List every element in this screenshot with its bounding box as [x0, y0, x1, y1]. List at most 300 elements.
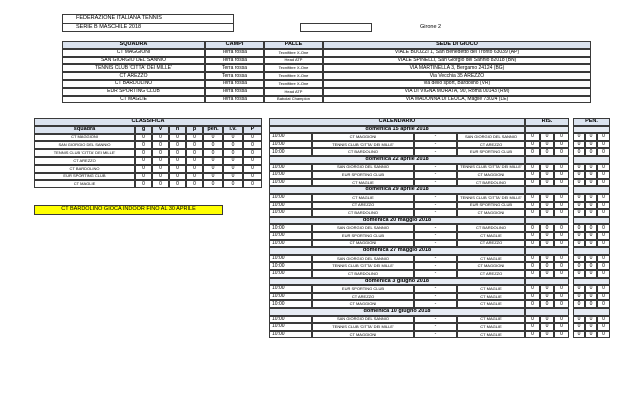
match-away: CT MAGLIE: [457, 255, 525, 263]
match-penalty: 0: [585, 194, 597, 202]
match-time: 10:00: [269, 141, 312, 149]
match-time: 10:00: [269, 323, 312, 331]
match-score: 0: [540, 133, 554, 141]
standings-value: 0: [203, 134, 223, 142]
match-time: 10:00: [269, 270, 312, 278]
match-separator: -: [414, 232, 457, 240]
standings-value: 0: [223, 141, 243, 149]
standings-value: 0: [186, 165, 203, 173]
match-separator: -: [414, 270, 457, 278]
club-balls: Tecnifibre X-One: [264, 64, 323, 72]
standings-value: 0: [203, 141, 223, 149]
match-penalty: 0: [597, 270, 610, 278]
match-penalty: 0: [585, 232, 597, 240]
club-venue: VIALE SPINELLI, San Giorgio del Sannio 82018 (BN): [323, 57, 591, 65]
standings-header: v: [152, 126, 169, 134]
match-score: 0: [540, 179, 554, 187]
standings-header: l.v.: [223, 126, 243, 134]
match-time: 10:00: [269, 133, 312, 141]
standings-team: TENNIS CLUB 'CITTA' DEI MILLE': [34, 149, 135, 157]
standings-value: 0: [223, 149, 243, 157]
club-court: Terra rossa: [205, 96, 264, 104]
match-away: CT AREZZO: [457, 141, 525, 149]
match-home: TENNIS CLUB 'CITTA' DEI MILLE': [312, 262, 414, 270]
match-score: 0: [554, 240, 569, 248]
match-home: TENNIS CLUB 'CITTA' DEI MILLE': [312, 323, 414, 331]
match-penalty: 0: [585, 164, 597, 172]
match-time: 10:00: [269, 262, 312, 270]
series-title: SERIE B MASCHILE 2018: [76, 24, 142, 30]
standings-header: P: [243, 126, 262, 134]
club-court: Terra rossa: [205, 88, 264, 96]
club-venue: VIA MADONNA DI LEUCA, Maglie 73024 (LE): [323, 96, 591, 104]
match-home: SAN GIORGIO DEL SANNIO: [312, 224, 414, 232]
match-separator: -: [414, 323, 457, 331]
match-time: 10:00: [269, 331, 312, 339]
standings-value: 0: [243, 165, 262, 173]
match-penalty: 0: [573, 316, 585, 324]
match-penalty: 0: [585, 300, 597, 308]
match-score: 0: [525, 323, 540, 331]
match-penalty: 0: [597, 232, 610, 240]
match-home: CT MAGGIONI: [312, 300, 414, 308]
match-score: 0: [525, 293, 540, 301]
club-court: Terra rossa: [205, 80, 264, 88]
match-home: TENNIS CLUB 'CITTA' DEI MILLE': [312, 141, 414, 149]
club-name: EUR SPORTING CLUB: [62, 88, 205, 96]
round-spacer: [525, 186, 569, 194]
match-penalty: 0: [585, 224, 597, 232]
match-separator: -: [414, 171, 457, 179]
match-separator: -: [414, 209, 457, 217]
match-score: 0: [525, 240, 540, 248]
standings-team: CT MAGLIE: [34, 180, 135, 188]
indoor-note: CT BARDOLINO GIOCA INDOOR FINO AL 30 APRILE: [34, 205, 223, 215]
round-date: domenica 3 giugno 2018: [269, 278, 525, 286]
match-separator: -: [414, 331, 457, 339]
standings-value: 0: [186, 157, 203, 165]
match-penalty: 0: [597, 224, 610, 232]
standings-value: 0: [152, 141, 169, 149]
match-score: 0: [554, 171, 569, 179]
standings-value: 0: [186, 180, 203, 188]
match-score: 0: [540, 323, 554, 331]
match-home: CT BARDOLINO: [312, 270, 414, 278]
match-home: EUR SPORTING CLUB: [312, 171, 414, 179]
match-score: 0: [554, 255, 569, 263]
match-score: 0: [554, 202, 569, 210]
match-penalty: 0: [573, 209, 585, 217]
match-penalty: 0: [597, 148, 610, 156]
match-time: 10:00: [269, 232, 312, 240]
match-score: 0: [554, 179, 569, 187]
match-away: CT MAGLIE: [457, 300, 525, 308]
match-away: TENNIS CLUB 'CITTA' DEI MILLE': [457, 164, 525, 172]
match-separator: -: [414, 262, 457, 270]
match-penalty: 0: [585, 240, 597, 248]
standings-value: 0: [152, 165, 169, 173]
match-score: 0: [525, 171, 540, 179]
match-score: 0: [554, 224, 569, 232]
header-campi: CAMPI: [205, 41, 264, 49]
standings-value: 0: [223, 180, 243, 188]
club-venue: via dello sport, Bardolino (VR): [323, 80, 591, 88]
match-away: CT MAGLIE: [457, 331, 525, 339]
match-penalty: 0: [585, 255, 597, 263]
match-score: 0: [540, 240, 554, 248]
match-penalty: 0: [573, 285, 585, 293]
penalties-header: PEN.: [573, 118, 610, 126]
standings-value: 0: [135, 165, 152, 173]
standings-value: 0: [186, 141, 203, 149]
calendar-title: CALENDARIO: [269, 118, 525, 126]
match-score: 0: [525, 232, 540, 240]
match-penalty: 0: [585, 285, 597, 293]
match-penalty: 0: [573, 224, 585, 232]
match-score: 0: [540, 194, 554, 202]
standings-value: 0: [186, 173, 203, 181]
club-venue: Via Vecchia 35 AREZZO: [323, 72, 591, 80]
match-score: 0: [554, 300, 569, 308]
standings-value: 0: [203, 165, 223, 173]
standings-value: 0: [135, 141, 152, 149]
match-home: CT AREZZO: [312, 293, 414, 301]
standings-value: 0: [152, 134, 169, 142]
match-score: 0: [554, 293, 569, 301]
match-separator: -: [414, 164, 457, 172]
club-balls: Tecnifibre X-One: [264, 80, 323, 88]
header-squadra: SQUADRA: [62, 41, 205, 49]
match-time: 10:00: [269, 224, 312, 232]
match-penalty: 0: [597, 133, 610, 141]
match-penalty: 0: [585, 331, 597, 339]
standings-value: 0: [152, 149, 169, 157]
match-home: SAN GIORGIO DEL SANNIO: [312, 255, 414, 263]
standings-team: CT BARDOLINO: [34, 165, 135, 173]
standings-value: 0: [169, 173, 186, 181]
club-name: CT BARDOLINO: [62, 80, 205, 88]
standings-value: 0: [135, 180, 152, 188]
match-score: 0: [525, 224, 540, 232]
header-palle: PALLE: [264, 41, 323, 49]
standings-team: EUR SPORTING CLUB: [34, 173, 135, 181]
round-spacer: [525, 217, 569, 225]
match-score: 0: [554, 331, 569, 339]
match-score: 0: [540, 224, 554, 232]
results-header: RIS.: [525, 118, 569, 126]
match-score: 0: [554, 133, 569, 141]
match-separator: -: [414, 148, 457, 156]
match-score: 0: [525, 141, 540, 149]
standings-value: 0: [243, 157, 262, 165]
round-spacer: [573, 156, 610, 164]
standings-value: 0: [243, 141, 262, 149]
match-away: CT BARDOLINO: [457, 179, 525, 187]
match-penalty: 0: [597, 316, 610, 324]
club-name: SAN GIORGIO DEL SANNIO: [62, 57, 205, 65]
standings-header: p: [186, 126, 203, 134]
match-separator: -: [414, 202, 457, 210]
match-score: 0: [554, 316, 569, 324]
match-score: 0: [540, 331, 554, 339]
match-away: EUR SPORTING CLUB: [457, 202, 525, 210]
standings-team: SAN GIORGIO DEL SANNIO: [34, 141, 135, 149]
match-time: 10:00: [269, 171, 312, 179]
round-date: domenica 10 giugno 2018: [269, 308, 525, 316]
standings-value: 0: [135, 134, 152, 142]
match-penalty: 0: [597, 194, 610, 202]
match-score: 0: [554, 209, 569, 217]
standings-header: squadra: [34, 126, 135, 134]
match-penalty: 0: [585, 270, 597, 278]
match-score: 0: [540, 232, 554, 240]
header-sede: SEDE DI GIOCO: [323, 41, 591, 49]
match-home: CT MAGLIE: [312, 194, 414, 202]
match-away: CT MAGLIE: [457, 323, 525, 331]
group-box: [300, 23, 372, 32]
match-penalty: 0: [573, 240, 585, 248]
match-penalty: 0: [573, 202, 585, 210]
match-penalty: 0: [585, 293, 597, 301]
match-score: 0: [540, 262, 554, 270]
match-away: CT MAGGIONI: [457, 171, 525, 179]
match-penalty: 0: [573, 270, 585, 278]
match-penalty: 0: [585, 209, 597, 217]
standings-value: 0: [135, 149, 152, 157]
match-separator: -: [414, 300, 457, 308]
match-penalty: 0: [573, 331, 585, 339]
match-score: 0: [540, 209, 554, 217]
standings-value: 0: [186, 149, 203, 157]
match-score: 0: [525, 202, 540, 210]
round-spacer: [525, 308, 569, 316]
match-score: 0: [540, 285, 554, 293]
club-name: CT MAGGIONI: [62, 49, 205, 57]
club-name: CT AREZZO: [62, 72, 205, 80]
series-divider: [62, 23, 234, 24]
round-spacer: [525, 278, 569, 286]
match-home: CT BARDOLINO: [312, 148, 414, 156]
match-penalty: 0: [585, 262, 597, 270]
match-score: 0: [525, 209, 540, 217]
match-score: 0: [525, 316, 540, 324]
club-court: Terra rossa: [205, 49, 264, 57]
match-score: 0: [525, 285, 540, 293]
round-spacer: [525, 247, 569, 255]
match-penalty: 0: [573, 164, 585, 172]
match-penalty: 0: [585, 323, 597, 331]
match-score: 0: [525, 164, 540, 172]
match-score: 0: [554, 323, 569, 331]
match-score: 0: [554, 232, 569, 240]
match-home: CT BARDOLINO: [312, 209, 414, 217]
match-penalty: 0: [597, 164, 610, 172]
match-penalty: 0: [597, 323, 610, 331]
match-penalty: 0: [597, 202, 610, 210]
standings-value: 0: [135, 157, 152, 165]
match-penalty: 0: [597, 262, 610, 270]
match-penalty: 0: [597, 209, 610, 217]
match-penalty: 0: [573, 141, 585, 149]
match-away: CT MAGLIE: [457, 316, 525, 324]
match-score: 0: [554, 270, 569, 278]
club-court: Terra rossa: [205, 64, 264, 72]
round-spacer: [573, 186, 610, 194]
match-penalty: 0: [585, 141, 597, 149]
standings-value: 0: [152, 180, 169, 188]
standings-value: 0: [169, 141, 186, 149]
match-penalty: 0: [585, 148, 597, 156]
round-spacer: [573, 308, 610, 316]
match-home: SAN GIORGIO DEL SANNIO: [312, 316, 414, 324]
round-spacer: [573, 217, 610, 225]
match-separator: -: [414, 316, 457, 324]
match-penalty: 0: [597, 300, 610, 308]
match-away: CT AREZZO: [457, 270, 525, 278]
standings-title: CLASSIFICA: [34, 118, 262, 126]
match-score: 0: [525, 179, 540, 187]
round-spacer: [573, 247, 610, 255]
standings-header: pen.: [203, 126, 223, 134]
match-separator: -: [414, 285, 457, 293]
match-away: CT AREZZO: [457, 240, 525, 248]
club-balls: Tecnifibre X-One: [264, 49, 323, 57]
match-penalty: 0: [573, 179, 585, 187]
standings-header: g: [135, 126, 152, 134]
match-time: 10:00: [269, 316, 312, 324]
match-separator: -: [414, 240, 457, 248]
round-date: domenica 22 aprile 2018: [269, 156, 525, 164]
match-penalty: 0: [585, 133, 597, 141]
match-penalty: 0: [573, 171, 585, 179]
club-venue: VIA DI VIGNA MURATA, 90, Roma 00143 (RM): [323, 88, 591, 96]
match-score: 0: [525, 133, 540, 141]
match-score: 0: [540, 300, 554, 308]
match-penalty: 0: [573, 133, 585, 141]
match-score: 0: [554, 285, 569, 293]
match-home: CT AREZZO: [312, 202, 414, 210]
match-penalty: 0: [597, 285, 610, 293]
match-time: 10:00: [269, 255, 312, 263]
match-penalty: 0: [585, 179, 597, 187]
match-score: 0: [554, 262, 569, 270]
match-separator: -: [414, 194, 457, 202]
standings-header: n: [169, 126, 186, 134]
match-time: 10:00: [269, 240, 312, 248]
match-score: 0: [540, 316, 554, 324]
match-away: SAN GIORGIO DEL SANNIO: [457, 133, 525, 141]
standings-value: 0: [203, 149, 223, 157]
standings-value: 0: [152, 157, 169, 165]
match-score: 0: [525, 194, 540, 202]
standings-value: 0: [169, 157, 186, 165]
match-home: SAN GIORGIO DEL SANNIO: [312, 164, 414, 172]
match-away: EUR SPORTING CLUB: [457, 148, 525, 156]
match-penalty: 0: [597, 293, 610, 301]
match-away: CT MAGGIONI: [457, 262, 525, 270]
match-score: 0: [525, 300, 540, 308]
match-penalty: 0: [585, 202, 597, 210]
standings-value: 0: [223, 134, 243, 142]
match-time: 10:00: [269, 285, 312, 293]
standings-value: 0: [223, 157, 243, 165]
match-home: CT MAGLIE: [312, 179, 414, 187]
match-score: 0: [540, 164, 554, 172]
match-time: 10:00: [269, 148, 312, 156]
round-date: domenica 15 aprile 2018: [269, 126, 525, 134]
match-penalty: 0: [597, 171, 610, 179]
round-date: domenica 20 maggio 2018: [269, 217, 525, 225]
match-penalty: 0: [585, 171, 597, 179]
match-away: CT MAGLIE: [457, 293, 525, 301]
match-home: EUR SPORTING CLUB: [312, 232, 414, 240]
match-separator: -: [414, 141, 457, 149]
round-spacer: [525, 156, 569, 164]
match-away: CT MAGGIONI: [457, 209, 525, 217]
match-penalty: 0: [573, 194, 585, 202]
match-time: 10:00: [269, 179, 312, 187]
group-label: Girone 2: [420, 24, 442, 30]
match-score: 0: [525, 148, 540, 156]
match-score: 0: [540, 171, 554, 179]
round-date: domenica 27 maggio 2018: [269, 247, 525, 255]
round-spacer: [525, 126, 569, 134]
match-penalty: 0: [597, 141, 610, 149]
club-venue: VIALE BUOZZI 1, San Benedetto del Tronto 63039 (AP): [323, 49, 591, 57]
match-score: 0: [540, 202, 554, 210]
match-penalty: 0: [573, 148, 585, 156]
match-time: 10:00: [269, 300, 312, 308]
standings-team: CT AREZZO: [34, 157, 135, 165]
match-score: 0: [540, 141, 554, 149]
match-time: 10:00: [269, 164, 312, 172]
match-score: 0: [540, 293, 554, 301]
club-balls: Head ATP: [264, 57, 323, 65]
standings-value: 0: [186, 134, 203, 142]
match-score: 0: [554, 194, 569, 202]
standings-value: 0: [223, 165, 243, 173]
club-venue: VIA MARTINELLA 3, Bergamo 24124 (BG): [323, 64, 591, 72]
match-away: CT BARDOLINO: [457, 224, 525, 232]
standings-value: 0: [223, 173, 243, 181]
match-separator: -: [414, 293, 457, 301]
match-separator: -: [414, 224, 457, 232]
standings-value: 0: [169, 180, 186, 188]
standings-value: 0: [203, 180, 223, 188]
match-score: 0: [554, 148, 569, 156]
match-penalty: 0: [573, 323, 585, 331]
match-score: 0: [525, 255, 540, 263]
standings-value: 0: [169, 149, 186, 157]
match-penalty: 0: [573, 255, 585, 263]
match-separator: -: [414, 255, 457, 263]
match-penalty: 0: [573, 300, 585, 308]
standings-team: CT MAGGIONI: [34, 134, 135, 142]
match-separator: -: [414, 133, 457, 141]
standings-value: 0: [243, 149, 262, 157]
match-score: 0: [540, 148, 554, 156]
match-score: 0: [525, 270, 540, 278]
club-court: Terra rossa: [205, 72, 264, 80]
club-name: CT MAGLIE: [62, 96, 205, 104]
match-separator: -: [414, 179, 457, 187]
standings-value: 0: [152, 173, 169, 181]
round-spacer: [573, 278, 610, 286]
match-penalty: 0: [597, 240, 610, 248]
round-spacer: [573, 126, 610, 134]
match-penalty: 0: [573, 262, 585, 270]
match-away: CT MAGLIE: [457, 285, 525, 293]
